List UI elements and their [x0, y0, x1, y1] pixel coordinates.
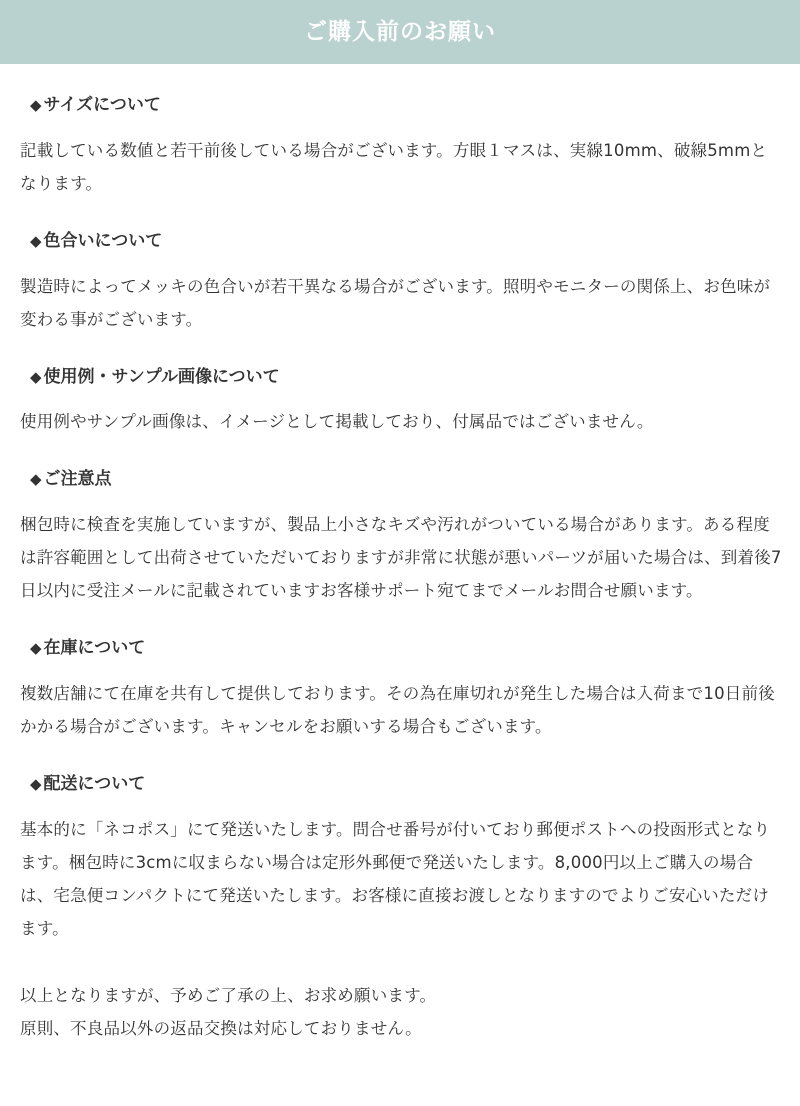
section-heading-sample-images-label: 使用例・サンプル画像について — [43, 366, 280, 387]
section-heading-shipping — [30, 773, 782, 797]
section-heading-shipping-label: 配送について — [43, 773, 146, 794]
section-heading-size-label: サイズについて — [43, 95, 161, 115]
closing-line-1: 以上となりますが、予めご了承の上、お求め願います。 — [20, 985, 437, 1005]
diamond-bullet-icon: ◆ — [30, 96, 42, 114]
diamond-bullet-icon: ◆ — [30, 639, 42, 658]
diamond-bullet-icon: ◆ — [30, 231, 42, 250]
section-heading-cautions-label: ご注意点 — [43, 469, 112, 490]
section-heading-cautions — [30, 468, 782, 492]
section-heading-sample-images — [30, 366, 782, 390]
page-title: ご購入前のお願い — [304, 18, 496, 45]
diamond-bullet-icon: ◆ — [30, 774, 42, 793]
section-body-shipping: 基本的に「ネコポス」にて発送いたします。問合せ番号が付いており郵便ポストへの投函形式となります。梱包時に3cmに収まらない場合は定形外郵便で発送いたします。8,000円以上ご購入の場合は、宅急便コンパクトにて発送いたします。お客様に直接お渡しとなりますのでよりご安心いただけます。 — [20, 819, 771, 938]
section-heading-stock-label: 在庫について — [43, 638, 146, 659]
notice-content — [0, 94, 800, 1065]
section-heading-stock — [30, 637, 782, 661]
section-heading-color-label: 色合いについて — [43, 230, 163, 251]
section-heading-size — [30, 94, 782, 118]
section-sample-images — [18, 366, 782, 439]
diamond-bullet-icon: ◆ — [30, 470, 42, 489]
section-color — [18, 230, 782, 336]
section-body-sample-images: 使用例やサンプル画像は、イメージとして掲載しており、付属品ではございません。 — [20, 412, 654, 432]
section-body-stock: 複数店舗にて在庫を共有して提供しております。その為在庫切れが発生した場合は入荷まで10日前後かかる場合がございます。キャンセルをお願いする場合もございます。 — [20, 683, 775, 736]
section-body-size: 記載している数値と若干前後している場合がございます。方眼１マスは、実線10mm、破線5mmとなります。 — [20, 140, 768, 193]
section-body-cautions: 梱包時に検査を実施していますが、製品上小さなキズや汚れがついている場合があります。ある程度は許容範囲として出荷させていただいておりますが非常に状態が悪いパーツが届いた場合は、到着後7日以内に受注メールに記載されていますお客様サポート宛てまでメールお問合せ願います。 — [20, 515, 782, 601]
section-size — [18, 94, 782, 200]
closing-note — [20, 979, 782, 1045]
page-header-band — [0, 0, 800, 64]
closing-line-2: 原則、不良品以外の返品交換は対応しておりません。 — [20, 1018, 422, 1038]
section-heading-color — [30, 230, 782, 254]
section-shipping — [18, 773, 782, 945]
section-body-color: 製造時によってメッキの色合いが若干異なる場合がございます。照明やモニターの関係上、お色味が変わる事がございます。 — [20, 276, 771, 329]
section-stock — [18, 637, 782, 743]
section-cautions — [18, 468, 782, 607]
diamond-bullet-icon: ◆ — [30, 367, 42, 386]
